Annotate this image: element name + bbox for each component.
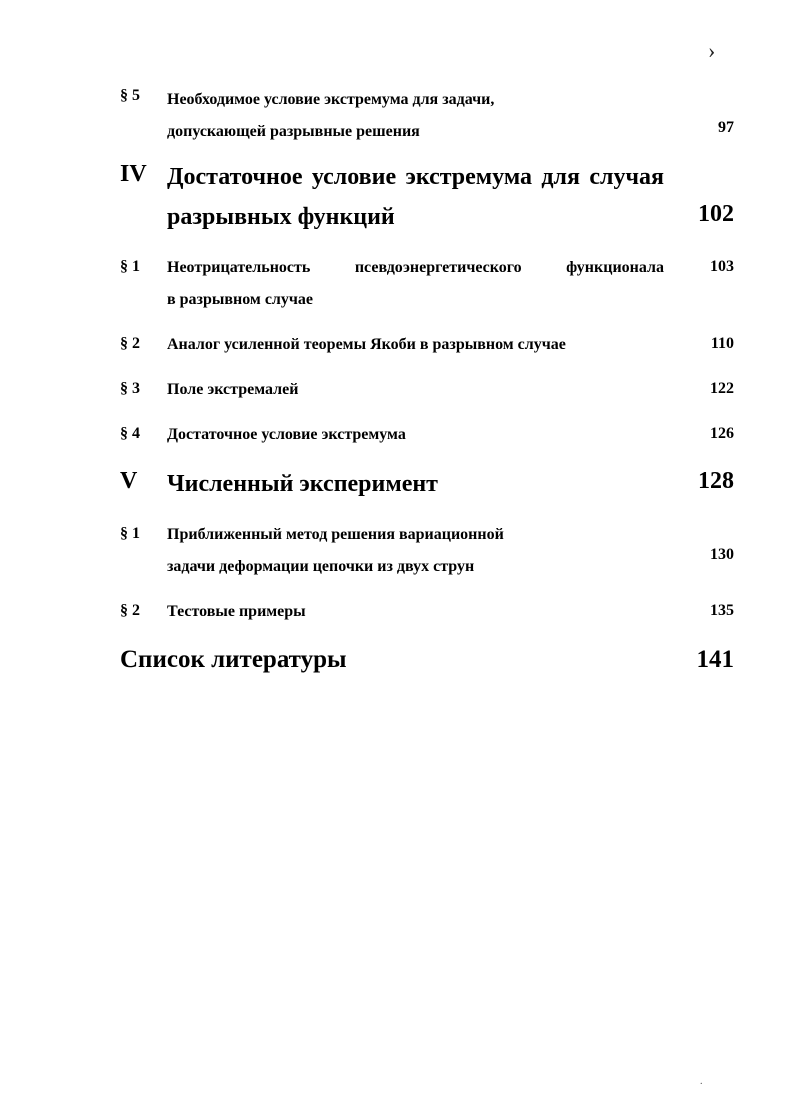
bibliography-page: 141: [696, 646, 734, 673]
entry-title-line: в разрывном случае: [167, 291, 314, 308]
entry-title-line: Аналог усиленной теоремы Якоби в разрывном случае: [167, 336, 566, 353]
entry-title-line: допускающей разрывные решения: [167, 123, 420, 140]
toc-entry-bibliography: [120, 646, 734, 674]
entry-page: 103: [710, 258, 734, 275]
entry-title-line: Поле экстремалей: [167, 381, 299, 398]
entry-title-line: Приближенный метод решения вариационной: [167, 526, 504, 543]
entry-page: 122: [710, 380, 734, 397]
entry-page: 135: [710, 602, 734, 619]
entry-page: 102: [698, 201, 734, 227]
entry-number: V: [120, 468, 138, 494]
entry-title-line: Достаточное условие экстремума для случая: [167, 164, 664, 190]
bibliography-title: Список литературы: [120, 646, 347, 673]
entry-page: 126: [710, 425, 734, 442]
scan-speck: .: [700, 1076, 703, 1087]
entry-number: § 3: [120, 380, 140, 397]
entry-title-line: Необходимое условие экстремума для задачи,: [167, 91, 495, 108]
entry-title-line: задачи деформации цепочки из двух струн: [167, 558, 475, 575]
entry-number: § 5: [120, 87, 140, 104]
entry-number: § 4: [120, 425, 140, 442]
entry-page: 97: [718, 119, 734, 136]
entry-number: § 2: [120, 335, 140, 352]
entry-number: § 1: [120, 258, 140, 275]
entry-page: 110: [710, 335, 734, 352]
entry-title-line: Численный эксперимент: [167, 471, 438, 497]
entry-title-line: Достаточное условие экстремума: [167, 426, 406, 443]
entry-title-line: Неотрицательность псевдоэнергетического функционала: [167, 259, 664, 276]
entry-number: § 1: [120, 525, 140, 542]
entry-title-line: Тестовые примеры: [167, 603, 306, 620]
entry-title-line: разрывных функций: [167, 204, 395, 230]
entry-page: 130: [710, 546, 734, 563]
entry-number: § 2: [120, 602, 140, 619]
entry-page: 128: [698, 468, 734, 494]
entry-number: IV: [120, 161, 147, 187]
page-corner-mark: ›: [708, 38, 716, 63]
